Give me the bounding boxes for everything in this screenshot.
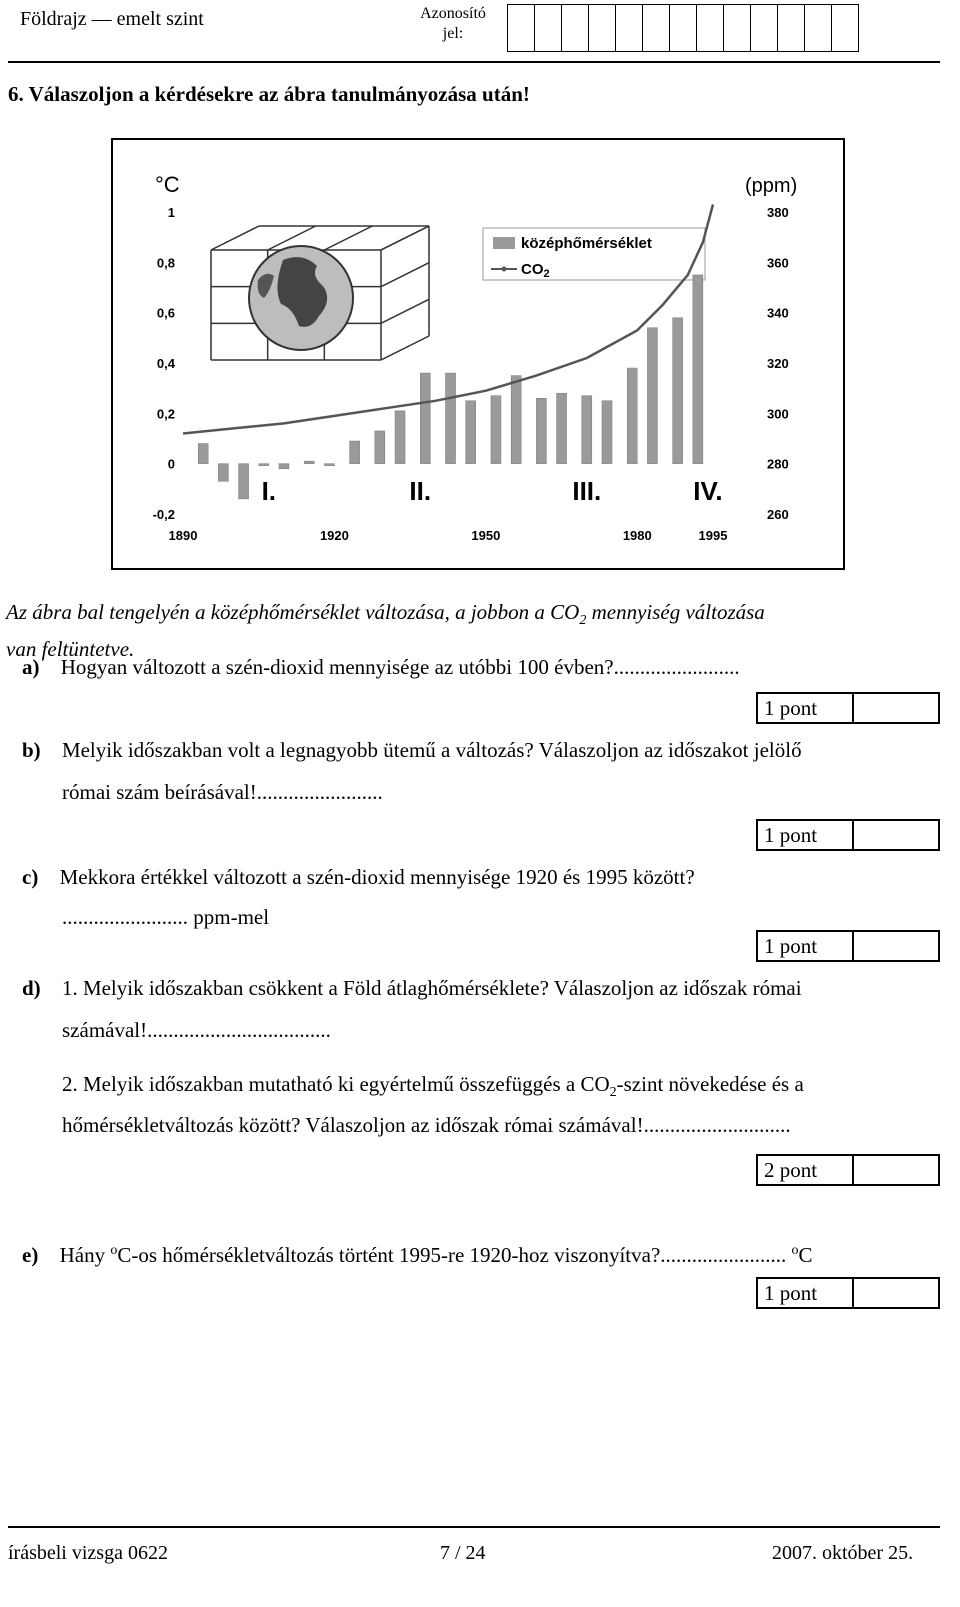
temperature-bar	[557, 393, 567, 463]
id-digit-box[interactable]	[507, 4, 535, 52]
temperature-bar	[420, 373, 430, 464]
globe-illustration-part	[381, 263, 429, 287]
x-tick-label: 1950	[471, 528, 501, 543]
score-box-d	[756, 1154, 940, 1186]
globe-illustration-part	[381, 336, 429, 360]
question-c-unit: ppm-mel	[188, 905, 270, 929]
temperature-bar	[446, 373, 456, 464]
x-tick-label: 1890	[168, 528, 198, 543]
question-e	[22, 1237, 813, 1269]
temperature-bar	[491, 396, 501, 464]
temperature-bar	[324, 464, 334, 466]
left-tick-label: 0,8	[156, 255, 175, 271]
legend-label-co2: $CO_2$	[521, 261, 550, 280]
question-d2-text-a: 2. Melyik időszakban mutatható ki egyértelmű összefüggés a CO	[62, 1072, 610, 1096]
answer-d1-field[interactable]: ...................................	[147, 1018, 331, 1042]
left-tick-label: 0	[167, 456, 175, 472]
question-a	[22, 653, 740, 681]
globe-illustration-part	[324, 226, 372, 250]
question-d1-line2	[62, 1016, 331, 1044]
temperature-bar	[627, 368, 637, 464]
question-c-text: Mekkora értékkel változott a szén-dioxid mennyisége 1920 és 1995 között?	[59, 865, 695, 889]
chart-frame	[111, 138, 845, 570]
id-digit-box[interactable]	[723, 4, 751, 52]
score-value-e[interactable]	[854, 1279, 938, 1307]
question-e-label: e)	[22, 1243, 39, 1267]
temperature-bar	[511, 376, 521, 464]
footer-page-number: 7 / 24	[440, 1542, 486, 1564]
left-tick-label: -0,2	[152, 507, 175, 522]
left-axis-unit: °C	[155, 172, 180, 197]
id-digit-box[interactable]	[669, 4, 697, 52]
x-tick-label: 1980	[622, 528, 652, 543]
id-digit-box[interactable]	[804, 4, 832, 52]
temperature-bar	[239, 464, 249, 499]
question-c-line2	[62, 903, 269, 931]
id-digit-box[interactable]	[696, 4, 724, 52]
temperature-bar	[536, 398, 546, 463]
question-c-label: c)	[22, 865, 39, 889]
score-label-b: 1 pont	[758, 821, 854, 849]
id-digit-box[interactable]	[777, 4, 805, 52]
id-label: Azonosító jel:	[420, 5, 486, 42]
score-value-b[interactable]	[854, 821, 938, 849]
left-tick-label: 1	[167, 205, 175, 220]
score-box-c	[756, 930, 940, 962]
question-d2	[62, 1070, 804, 1107]
question-e-unit: C	[798, 1243, 813, 1267]
id-boxes[interactable]	[508, 4, 859, 52]
id-digit-box[interactable]	[534, 4, 562, 52]
question-e-unit-sup: o	[791, 1243, 799, 1258]
score-value-d[interactable]	[854, 1156, 938, 1184]
temperature-bar	[279, 464, 289, 469]
temperature-co2-chart	[113, 140, 843, 568]
right-tick-label: 260	[767, 507, 789, 522]
id-digit-box[interactable]	[642, 4, 670, 52]
id-digit-box[interactable]	[561, 4, 589, 52]
temperature-bar	[350, 441, 360, 464]
question-title: 6. Válaszoljon a kérdésekre az ábra tanulmányozása után!	[8, 82, 530, 106]
temperature-bar	[259, 464, 269, 466]
period-label: IV.	[693, 476, 723, 506]
period-label: III.	[572, 476, 602, 506]
temperature-bar	[466, 401, 476, 464]
id-digit-box[interactable]	[615, 4, 643, 52]
score-box-a	[756, 692, 940, 724]
right-tick-label: 320	[767, 356, 789, 371]
right-tick-label: 340	[767, 305, 789, 321]
x-tick-label: 1995	[698, 528, 728, 543]
score-box-b	[756, 819, 940, 851]
legend-label-temp: középhőmérséklet	[521, 235, 652, 252]
x-tick-label: 1920	[319, 528, 349, 543]
answer-b-field[interactable]: ........................	[256, 780, 383, 804]
question-c	[22, 863, 695, 891]
score-label-e: 1 pont	[758, 1279, 854, 1307]
answer-e-field[interactable]: ........................	[660, 1243, 787, 1267]
score-label-d: 2 pont	[758, 1156, 854, 1184]
temperature-bar	[395, 411, 405, 464]
answer-a-field[interactable]: ........................	[613, 655, 740, 679]
question-d2-sub: 2	[609, 1085, 617, 1101]
temperature-bar	[602, 401, 612, 464]
temperature-bar	[647, 328, 657, 464]
globe-illustration-part	[381, 226, 429, 250]
right-tick-label: 280	[767, 456, 789, 472]
score-box-e	[756, 1277, 940, 1309]
id-digit-box[interactable]	[750, 4, 778, 52]
exam-subject-title: Földrajz — emelt szint	[20, 8, 204, 30]
score-label-c: 1 pont	[758, 932, 854, 960]
left-tick-label: 0,4	[156, 356, 175, 371]
right-axis-unit: (ppm)	[745, 175, 798, 197]
footer-exam-code: írásbeli vizsga 0622	[8, 1542, 168, 1564]
question-a-text: Hogyan változott a szén-dioxid mennyisége az utóbbi 100 évben?	[60, 655, 614, 679]
question-d	[22, 974, 802, 1002]
id-digit-box[interactable]	[588, 4, 616, 52]
question-d2-line2	[62, 1111, 791, 1139]
score-value-c[interactable]	[854, 932, 938, 960]
header-divider	[8, 61, 940, 63]
temperature-bar	[582, 396, 592, 464]
period-label: I.	[261, 476, 277, 506]
right-tick-label: 360	[767, 255, 789, 271]
temperature-bar	[693, 275, 703, 464]
left-tick-label: 0,6	[156, 305, 175, 321]
globe-illustration-part	[381, 299, 429, 323]
temperature-bar	[673, 318, 683, 464]
question-b-text-2: római szám beírásával!	[62, 780, 257, 804]
question-d2-text-b: -szint növekedése és a	[616, 1072, 804, 1096]
temperature-bar	[198, 444, 208, 464]
left-tick-label: 0,2	[156, 406, 175, 422]
note-line1-sub: 2	[579, 613, 587, 629]
question-e-text-b: C-os hőmérsékletváltozás történt 1995-re 1920-hoz viszonyítva?	[117, 1243, 661, 1267]
question-e-sup: o	[110, 1243, 118, 1258]
question-d1-text-2: számával!	[62, 1018, 148, 1042]
question-a-label: a)	[22, 655, 40, 679]
legend-swatch-temp	[493, 237, 515, 249]
period-label: II.	[409, 476, 432, 506]
note-line1-b: mennyiség változása	[586, 600, 765, 624]
right-tick-label: 300	[767, 406, 789, 422]
question-b-line2	[62, 778, 383, 806]
globe-illustration-part	[211, 226, 259, 250]
footer-divider	[8, 1526, 940, 1528]
note-line2: van feltüntetve.	[6, 637, 135, 662]
footer-date: 2007. október 25.	[772, 1542, 914, 1564]
temperature-bar	[304, 461, 314, 464]
id-digit-box[interactable]	[831, 4, 859, 52]
globe-icon	[211, 226, 429, 360]
answer-d2-field[interactable]: ............................	[643, 1113, 791, 1137]
question-d2-text-2: hőmérsékletváltozás között? Válaszoljon az időszak római számával!	[62, 1113, 644, 1137]
right-tick-label: 380	[767, 205, 789, 220]
question-b	[22, 736, 802, 764]
temperature-bar	[375, 431, 385, 464]
question-b-label: b)	[22, 738, 41, 762]
question-d1-text: 1. Melyik időszakban csökkent a Föld átlaghőmérséklete? Válaszoljon az időszak római	[61, 976, 802, 1000]
note-line1-a: Az ábra bal tengelyén a középhőmérséklet változása, a jobbon a CO	[6, 600, 580, 624]
question-e-text-a: Hány	[59, 1243, 111, 1267]
legend-label-co2-sub: 2	[543, 268, 550, 280]
score-value-a[interactable]	[854, 694, 938, 722]
question-b-text-1: Melyik időszakban volt a legnagyobb ütemű a változás? Válaszoljon az időszakot jelölő	[61, 738, 802, 762]
temperature-bar	[218, 464, 228, 482]
answer-c-field[interactable]: ........................	[62, 905, 188, 929]
question-d-label: d)	[22, 976, 41, 1000]
legend-swatch-co2-dot	[502, 267, 507, 272]
score-label-a: 1 pont	[758, 694, 854, 722]
